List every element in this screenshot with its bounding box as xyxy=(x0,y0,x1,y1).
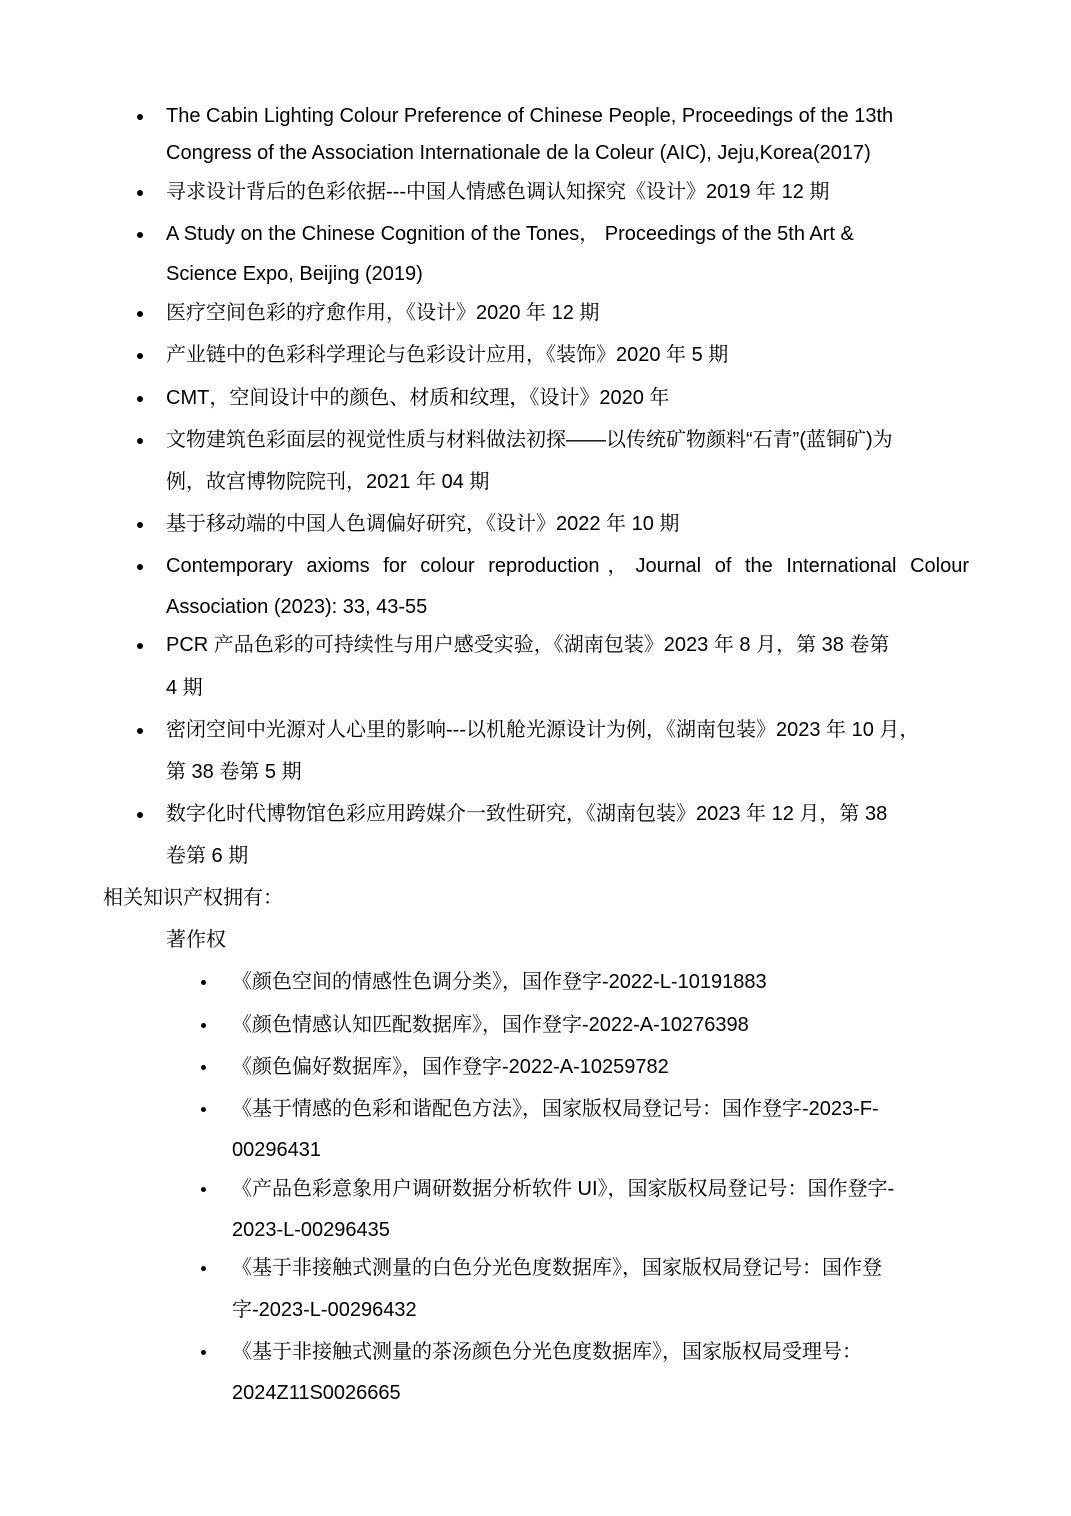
bullet-icon xyxy=(137,232,143,238)
publication-line: 数字化时代博物馆色彩应用跨媒介一致性研究，《湖南包装》2023 年 12 月，第 38 xyxy=(166,803,888,825)
publication-line: 第 38 卷第 5 期 xyxy=(166,761,302,783)
publication-line-text: Contemporary axioms for colour reproduction，Journal of the International Colour xyxy=(166,555,969,577)
publication-line: 文物建筑色彩面层的视觉性质与材料做法初探——以传统矿物颜料“石青”(蓝铜矿)为 xyxy=(166,429,893,451)
publication-line: The Cabin Lighting Colour Preference of Chinese People, Proceedings of the 13th xyxy=(166,105,894,127)
publication-line: Science Expo, Beijing (2019) xyxy=(166,263,423,285)
copyright-line: 《基于非接触式测量的白色分光色度数据库》，国家版权局登记号：国作登 xyxy=(232,1257,882,1279)
copyright-line: 2023-L-00296435 xyxy=(232,1219,390,1241)
bullet-icon xyxy=(137,564,143,570)
copyright-line: 《颜色情感认知匹配数据库》，国作登字-2022-A-10276398 xyxy=(232,1014,749,1036)
publication-line: PCR 产品色彩的可持续性与用户感受实验，《湖南包装》2023 年 8 月，第 38 卷第 xyxy=(166,634,890,656)
bullet-icon xyxy=(137,643,143,649)
copyright-line: 《颜色偏好数据库》，国作登字-2022-A-10259782 xyxy=(232,1056,669,1078)
bullet-icon xyxy=(137,728,143,734)
publication-line xyxy=(166,554,969,578)
bullet-icon xyxy=(137,353,143,359)
copyright-line: 《产品色彩意象用户调研数据分析软件 UI》，国家版权局登记号：国作登字- xyxy=(232,1178,895,1200)
copyright-subheading: 著作权 xyxy=(166,929,226,951)
bullet-icon xyxy=(201,1065,206,1070)
copyright-line: 00296431 xyxy=(232,1139,321,1161)
bullet-icon xyxy=(201,1350,206,1355)
publication-line: 4 期 xyxy=(166,677,203,699)
bullet-icon xyxy=(201,1023,206,1028)
publication-line: Association (2023): 33, 43-55 xyxy=(166,596,428,618)
publication-line: 密闭空间中光源对人心里的影响---以机舱光源设计为例，《湖南包装》2023 年 10 月， xyxy=(166,719,920,741)
bullet-icon xyxy=(137,812,143,818)
publication-line: 基于移动端的中国人色调偏好研究，《设计》2022 年 10 期 xyxy=(166,513,680,535)
ip-section-heading: 相关知识产权拥有： xyxy=(103,887,283,909)
publication-line: 例，故宫博物院院刊，2021 年 04 期 xyxy=(166,471,490,493)
publication-line: 产业链中的色彩科学理论与色彩设计应用，《装饰》2020 年 5 期 xyxy=(166,344,729,366)
bullet-icon xyxy=(137,396,143,402)
copyright-line: 《基于情感的色彩和谐配色方法》，国家版权局登记号：国作登字-2023-F- xyxy=(232,1098,879,1120)
publication-line: A Study on the Chinese Cognition of the Tones， Proceedings of the 5th Art & xyxy=(166,223,854,245)
bullet-icon xyxy=(201,1107,206,1112)
publication-line: 医疗空间色彩的疗愈作用，《设计》2020 年 12 期 xyxy=(166,302,600,324)
bullet-icon xyxy=(137,438,143,444)
copyright-line: 《颜色空间的情感性色调分类》，国作登字-2022-L-10191883 xyxy=(232,971,767,993)
bullet-icon xyxy=(201,1266,206,1271)
bullet-icon xyxy=(201,1187,206,1192)
copyright-line: 2024Z11S0026665 xyxy=(232,1382,401,1404)
publication-line: 寻求设计背后的色彩依据---中国人情感色调认知探究《设计》2019 年 12 期 xyxy=(166,181,830,203)
copyright-line: 字-2023-L-00296432 xyxy=(232,1299,417,1321)
bullet-icon xyxy=(137,114,143,120)
bullet-icon xyxy=(201,980,206,985)
copyright-line: 《基于非接触式测量的茶汤颜色分光色度数据库》，国家版权局受理号： xyxy=(232,1341,862,1363)
publication-line: CMT，空间设计中的颜色、材质和纹理，《设计》2020 年 xyxy=(166,387,670,409)
bullet-icon xyxy=(137,190,143,196)
bullet-icon xyxy=(137,311,143,317)
publication-line: 卷第 6 期 xyxy=(166,845,249,867)
publication-line: Congress of the Association Internationale de la Coleur (AIC), Jeju,Korea(2017) xyxy=(166,142,871,164)
bullet-icon xyxy=(137,522,143,528)
